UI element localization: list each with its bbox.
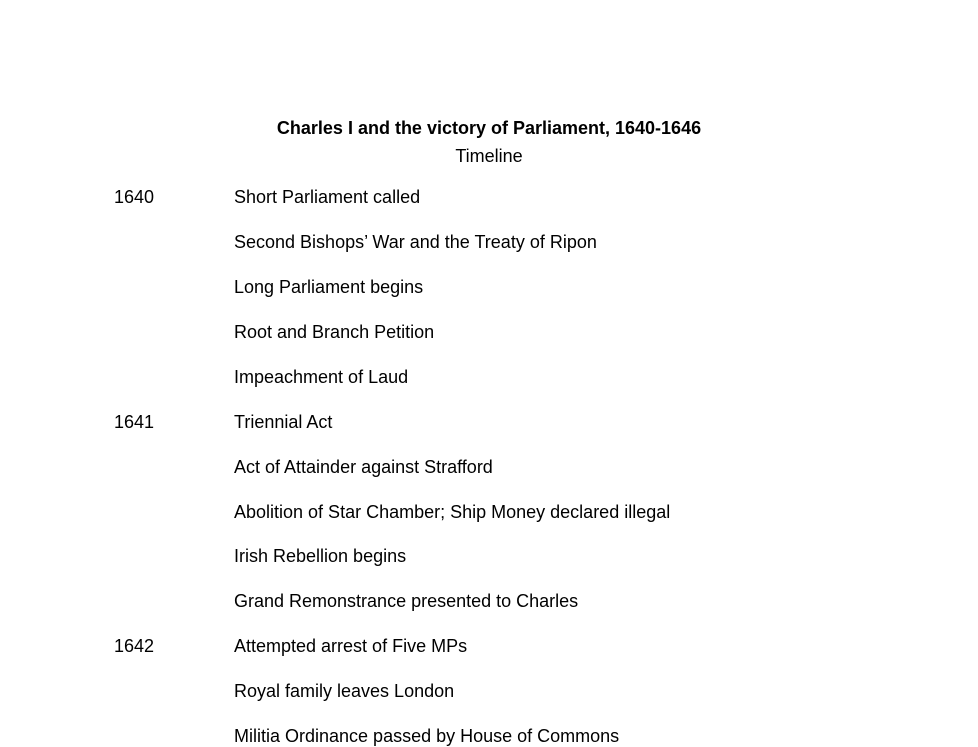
timeline-row: [0, 321, 978, 343]
timeline-row: [0, 366, 978, 388]
timeline-event: Irish Rebellion begins: [234, 546, 407, 566]
timeline-event: Long Parliament begins: [234, 277, 424, 297]
timeline-event: Abolition of Star Chamber; Ship Money declared illegal: [234, 502, 671, 522]
timeline-row: [0, 725, 978, 747]
timeline-row: [0, 456, 978, 478]
timeline-row: [0, 545, 978, 567]
timeline-event: Root and Branch Petition: [234, 322, 435, 342]
timeline-event: Triennial Act: [234, 412, 333, 432]
timeline-year: 1642: [114, 636, 155, 656]
timeline-event: Second Bishops’ War and the Treaty of Ripon: [234, 232, 597, 252]
timeline-event: Royal family leaves London: [234, 681, 455, 701]
timeline-event: Grand Remonstrance presented to Charles: [234, 591, 579, 611]
timeline-row: [0, 590, 978, 612]
document-title: Charles I and the victory of Parliament, 1640-1646: [276, 118, 702, 138]
timeline-year: 1641: [114, 412, 155, 432]
timeline-row: [0, 501, 978, 523]
timeline-row: [0, 680, 978, 702]
timeline-event: Attempted arrest of Five MPs: [234, 636, 468, 656]
timeline-event: Impeachment of Laud: [234, 367, 409, 387]
timeline-row: [0, 186, 978, 208]
timeline-event: Act of Attainder against Strafford: [234, 457, 493, 477]
timeline-event: Short Parliament called: [234, 187, 421, 207]
document-subtitle: Timeline: [455, 146, 523, 166]
timeline-event: Militia Ordinance passed by House of Commons: [234, 726, 620, 746]
timeline-year: 1640: [114, 187, 155, 207]
timeline-row: [0, 276, 978, 298]
timeline-row: [0, 635, 978, 657]
timeline-row: [0, 231, 978, 253]
timeline-row: [0, 411, 978, 433]
